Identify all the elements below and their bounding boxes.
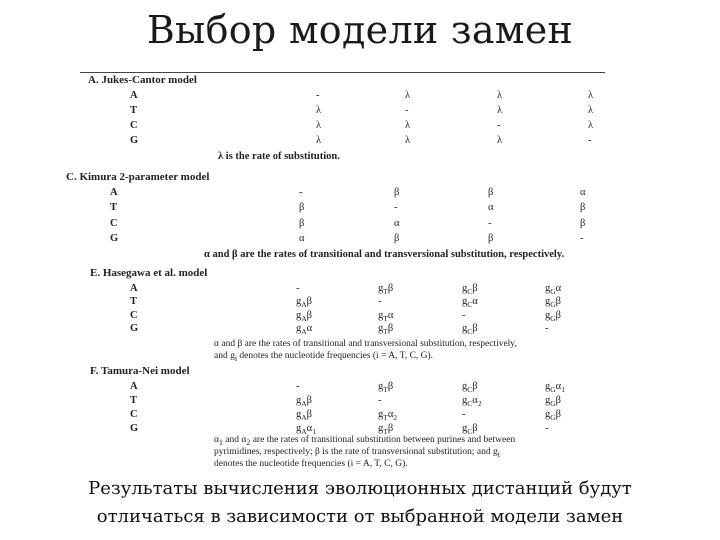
slide-title: Выбор модели замен — [146, 8, 574, 52]
rate-cell: - — [378, 395, 382, 406]
model-note-line: α and β are the rates of transitional and transversional substitution, respectively, — [214, 339, 517, 349]
rate-cell: λ — [405, 135, 411, 146]
rate-cell: $g_T\beta$ — [378, 381, 394, 395]
rate-cell: - — [296, 381, 300, 392]
nucleotide-row-label: G — [130, 323, 139, 334]
rate-cell: - — [316, 90, 320, 101]
rate-cell: $g_C\beta$ — [462, 381, 478, 395]
rate-cell: $g_G\beta$ — [545, 409, 562, 423]
nucleotide-row-label: T — [130, 296, 138, 307]
rate-cell: $g_A\beta$ — [296, 310, 313, 324]
rate-cell: α — [488, 202, 494, 213]
rate-cell: β — [394, 233, 400, 244]
rate-cell: - — [545, 323, 549, 334]
rate-cell: β — [299, 218, 305, 229]
model-note-line: λ is the rate of substitution. — [218, 151, 340, 162]
rate-cell: $g_C\alpha$ — [462, 296, 478, 310]
rate-cell: $g_T\beta$ — [378, 323, 394, 337]
rate-cell: $g_T\alpha$ — [378, 310, 394, 324]
rate-cell: - — [488, 218, 492, 229]
rate-cell: - — [588, 135, 592, 146]
nucleotide-row-label: T — [130, 395, 138, 406]
model-note-line: pyrimidines, respectively; β is the rate of transversional substitution; and $g_i$ — [214, 447, 500, 459]
rate-cell: λ — [316, 135, 322, 146]
rate-cell: λ — [497, 135, 503, 146]
rate-cell: - — [580, 233, 584, 244]
rate-cell: $g_G\alpha$ — [545, 283, 562, 297]
nucleotide-row-label: C — [130, 120, 138, 131]
nucleotide-row-label: A — [130, 283, 138, 294]
rate-cell: $g_C\beta$ — [462, 423, 478, 437]
model-title: F. Tamura-Nei model — [90, 365, 190, 377]
rate-cell: λ — [405, 120, 411, 131]
nucleotide-row-label: C — [130, 409, 138, 420]
nucleotide-row-label: C — [110, 218, 118, 229]
rate-cell: β — [580, 202, 586, 213]
rate-cell: - — [296, 283, 300, 294]
rate-cell: λ — [405, 90, 411, 101]
rate-cell: $g_T\alpha_2$ — [378, 409, 398, 423]
rate-cell: $g_G\alpha_1$ — [545, 381, 565, 395]
rate-cell: $g_C\beta$ — [462, 323, 478, 337]
nucleotide-row-label: G — [130, 423, 139, 434]
rate-cell: λ — [588, 90, 594, 101]
rate-cell: $g_C\alpha_2$ — [462, 395, 482, 409]
rate-cell: - — [378, 296, 382, 307]
rate-cell: $g_T\beta$ — [378, 283, 394, 297]
rate-cell: - — [497, 120, 501, 131]
nucleotide-row-label: G — [130, 135, 139, 146]
nucleotide-row-label: G — [110, 233, 119, 244]
rate-cell: - — [545, 423, 549, 434]
rate-cell: β — [488, 233, 494, 244]
rate-cell: - — [462, 409, 466, 420]
rate-cell: λ — [588, 120, 594, 131]
nucleotide-row-label: T — [110, 202, 118, 213]
nucleotide-row-label: A — [130, 381, 138, 392]
rate-cell: α — [580, 187, 586, 198]
model-title: E. Hasegawa et al. model — [90, 267, 208, 279]
caption-line-1: Результаты вычисления эволюционных дистанций будут — [88, 478, 632, 499]
rate-cell: $g_A\beta$ — [296, 395, 313, 409]
nucleotide-row-label: C — [130, 310, 138, 321]
model-note-line: α and β are the rates of transitional and transversional substitution, respectively. — [204, 249, 565, 260]
model-title: C. Kimura 2-parameter model — [66, 171, 210, 183]
model-note-line: $\alpha_1$ and $\alpha_2$ are the rates of transitional substitution between purines and between — [214, 435, 516, 447]
rate-cell: $g_A\beta$ — [296, 296, 313, 310]
rate-cell: $g_A\alpha$ — [296, 323, 313, 337]
rate-cell: - — [405, 105, 409, 116]
model-note-line: and $g_i$ denotes the nucleotide frequencies (i = A, T, C, G). — [214, 351, 434, 363]
caption-line-2: отличаться в зависимости от выбранной модели замен — [96, 506, 624, 527]
rate-cell: $g_T\beta$ — [378, 423, 394, 437]
nucleotide-row-label: A — [130, 90, 138, 101]
rate-cell: - — [462, 310, 466, 321]
nucleotide-row-label: T — [130, 105, 138, 116]
rate-cell: λ — [316, 120, 322, 131]
rate-cell: α — [394, 218, 400, 229]
model-title: A. Jukes-Cantor model — [88, 74, 197, 86]
rate-cell: - — [299, 187, 303, 198]
rate-cell: - — [394, 202, 398, 213]
rate-cell: $g_A\beta$ — [296, 409, 313, 423]
rate-cell: β — [580, 218, 586, 229]
rate-cell: $g_G\beta$ — [545, 395, 562, 409]
rate-cell: $g_G\beta$ — [545, 296, 562, 310]
rate-cell: λ — [588, 105, 594, 116]
rate-cell: λ — [497, 105, 503, 116]
rate-cell: β — [394, 187, 400, 198]
rate-cell: $g_A\alpha_1$ — [296, 423, 316, 437]
model-note-line: denotes the nucleotide frequencies (i = A, T, C, G). — [214, 459, 408, 469]
rate-cell: λ — [316, 105, 322, 116]
rate-cell: β — [299, 202, 305, 213]
rate-cell: $g_C\beta$ — [462, 283, 478, 297]
rate-cell: β — [488, 187, 494, 198]
rate-cell: λ — [497, 90, 503, 101]
nucleotide-row-label: A — [110, 187, 118, 198]
rate-cell: $g_G\beta$ — [545, 310, 562, 324]
rate-cell: α — [299, 233, 305, 244]
